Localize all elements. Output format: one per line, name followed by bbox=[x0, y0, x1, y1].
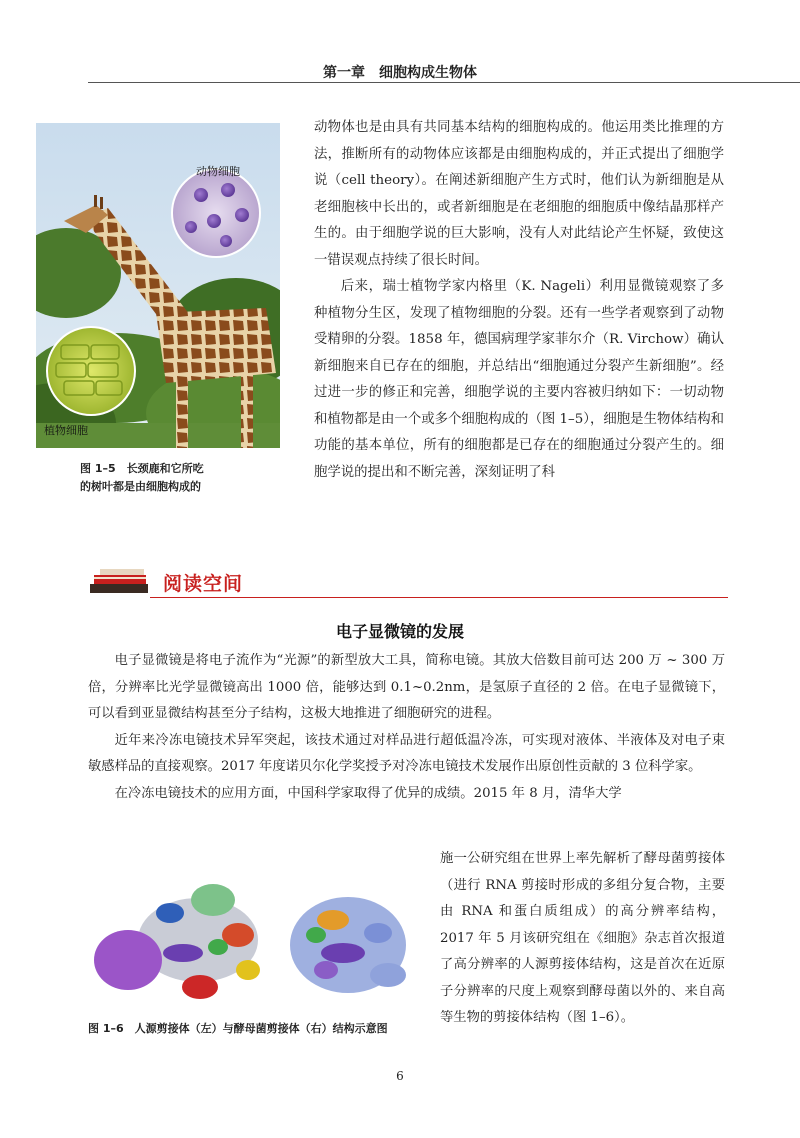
article-title: 电子显微镜的发展 bbox=[335, 622, 464, 641]
figure-1-5-caption-line2: 的树叶都是由细胞构成的 bbox=[80, 480, 201, 493]
figure-1-5-caption-line1: 图 1–5 长颈鹿和它所吃 bbox=[80, 462, 204, 475]
article-paragraph-3-start: 在冷冻电镜技术的应用方面，中国科学家取得了优异的成绩。2015 年 8 月，清华大学 bbox=[114, 785, 622, 801]
reading-space-label: 阅读空间 bbox=[163, 573, 244, 595]
figure-1-6-caption: 图 1–6 人源剪接体（左）与酵母菌剪接体（右）结构示意图 bbox=[88, 1022, 388, 1035]
main-text-column bbox=[314, 115, 724, 486]
main-paragraph-2: 后来，瑞士植物学家内格里（K. Nageli）利用显微镜观察了多种植物分生区，发现了植物细胞的分裂。还有一些学者观察到了动物受精卵的分裂。1858 年，德国病理学家菲尔介（R. Virchow）确认新细胞来自已存在的细胞，并总结出“细胞通过分裂产生新细胞”。经过进一步的修正和完善，细胞学说的主要内容被归纳如下：一切动物和植物都是由一个或多个细胞构成的（图 1–5），细胞是生物体结构和功能的基本单位，所有的细胞都是已存在的细胞通过分裂产生的。细胞学说的提出和不断完善，深刻证明了科 bbox=[314, 279, 724, 480]
giraffe-figure bbox=[36, 123, 280, 448]
spliceosome-figure bbox=[88, 875, 428, 1010]
spliceosome-structures bbox=[88, 875, 428, 1010]
figure-1-5-caption bbox=[80, 460, 280, 496]
article-body bbox=[88, 648, 725, 807]
article-paragraph-1: 电子显微镜是将电子流作为“光源”的新型放大工具，简称电镜。其放大倍数目前可达 200 万 ~ 300 万倍，分辨率比光学显微镜高出 1000 倍，能够达到 0.1~0.2nm，是氢原子直径的 2 倍。在电子显微镜下，可以看到亚显微结构甚至分子结构，这极大地推进了细胞研究的进程。 bbox=[88, 653, 725, 721]
main-paragraph-1: 动物体也是由具有共同基本结构的细胞构成的。他运用类比推理的方法，推断所有的动物体应该都是由细胞构成的，并正式提出了细胞学说（cell theory）。在阐述新细胞产生方式时，他们认为新细胞是从老细胞核中长出的，或者新细胞是在老细胞的细胞质中像结晶那样产生的。由于细胞学说的巨大影响，没有人对此结论产生怀疑，致使这一错误观点持续了很长时间。 bbox=[314, 120, 724, 268]
yeast-spliceosome bbox=[290, 897, 406, 993]
plant-cell-label: 植物细胞 bbox=[44, 424, 88, 437]
human-spliceosome bbox=[94, 884, 260, 999]
article-paragraph-3-rest: 施一公研究组在世界上率先解析了酵母菌剪接体（进行 RNA 剪接时形成的多组分复合物，主要由 RNA 和蛋白质组成）的高分辨率结构，2017 年 5 月该研究组在《细胞》杂志首次报道了高分辨率的人源剪接体结构，这是首次在近原子分辨率的尺度上观察到酵母菌以外的、来自高等生物的剪接体结构（图 1–6）。 bbox=[440, 851, 725, 1025]
giraffe-illustration bbox=[36, 123, 280, 448]
chapter-header-title: 第一章 细胞构成生物体 bbox=[323, 65, 477, 81]
reading-space-rule bbox=[150, 597, 728, 598]
books-icon bbox=[88, 564, 152, 598]
article-paragraph-2: 近年来冷冻电镜技术异军突起，该技术通过对样品进行超低温冷冻，可实现对液体、半液体及对电子束敏感样品的直接观察。2017 年度诺贝尔化学奖授予对冷冻电镜技术发展作出原创性贡献的 3 位科学家。 bbox=[88, 732, 725, 774]
page-number: 6 bbox=[396, 1069, 404, 1083]
header-divider bbox=[88, 82, 800, 83]
animal-cell-label: 动物细胞 bbox=[196, 165, 240, 178]
